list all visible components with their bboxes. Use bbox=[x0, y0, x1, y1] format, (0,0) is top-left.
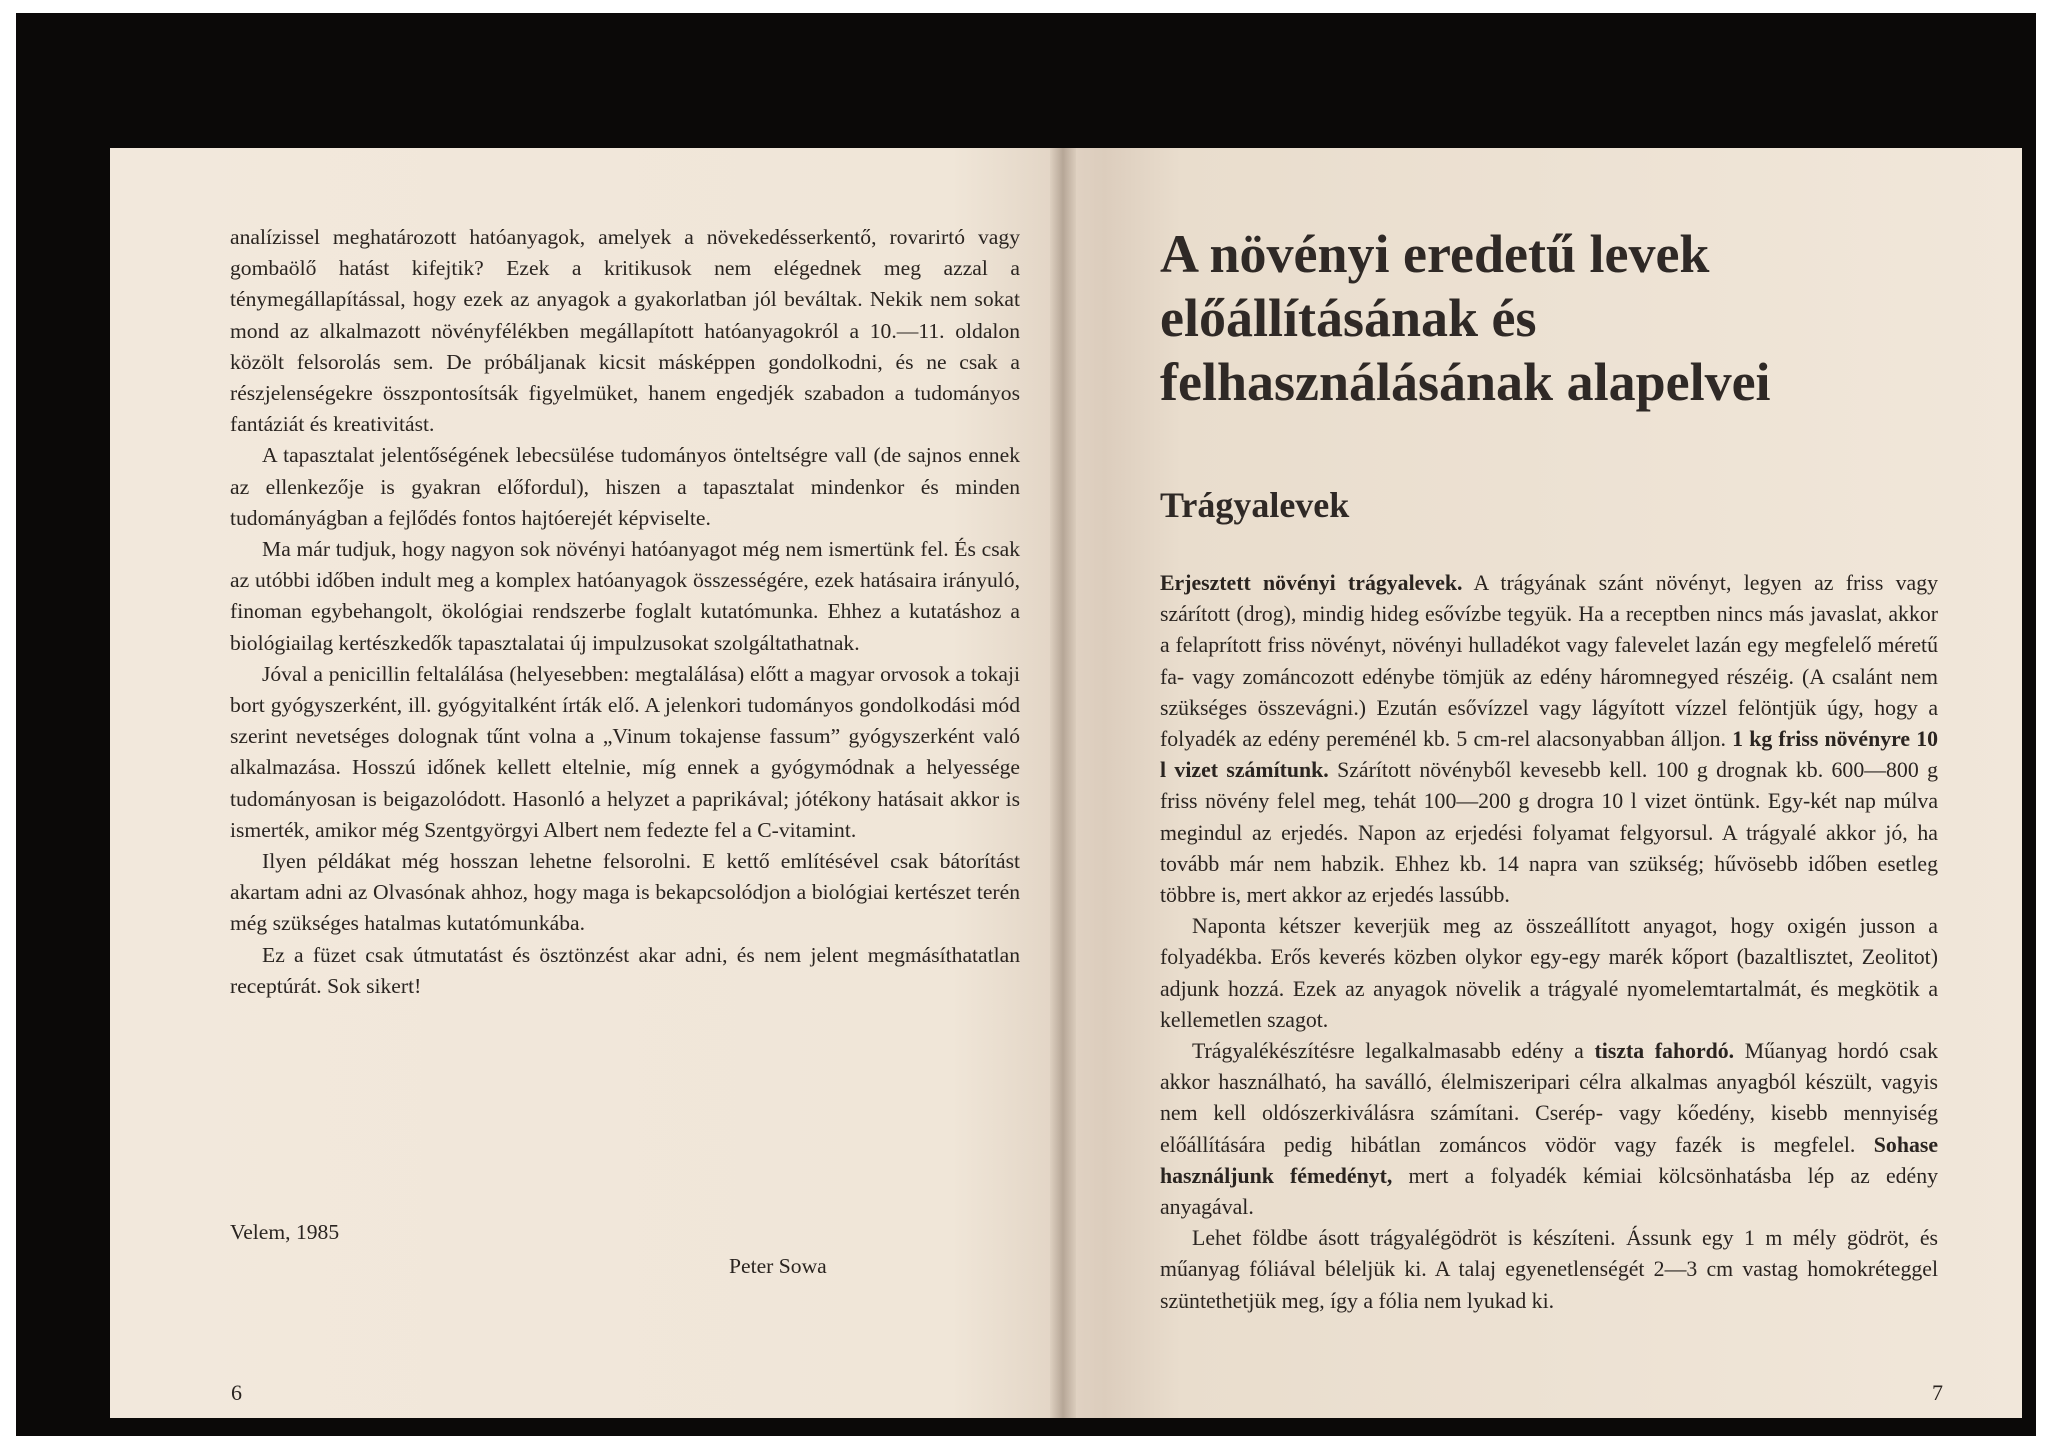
paragraph-text: A trágyának szánt növényt, legyen az friss vagy szárított (drog), mindig hideg esővízbe tegyük. Ha a receptben nincs más javaslat, akkor a felaprított friss növényt, növényi hulladékot vagy falevelet lazán egy megfelelő méretű fa- vagy zománcozott edénybe tömjük az edény háromnegyed részéig. (A csalánt nem szükséges összevágni.) Ezután esővízzel vagy lágyított vízzel felöntjük úgy, hogy a folyadék az edény pereménél kb. 5 cm-rel alacsonyabban álljon. bbox=[1160, 571, 1938, 752]
right-paragraph-2: Naponta kétszer keverjük meg az összeállított anyagot, hogy oxigén jusson a folyadékba. Erős keverés közben olykor egy-egy marék kőport (bazaltlisztet, Zeolitot) adjunk hozzá. Ezek az anyagok növelik a trágyalé nyomelemtartalmát, és megkötik a kellemetlen szagot. bbox=[1160, 914, 1938, 1032]
page-number-right: 7 bbox=[1932, 1380, 1943, 1405]
paragraph-text: mert a folyadék kémiai kölcsönhatásba lép az edény anyagával. bbox=[1160, 1163, 1938, 1220]
right-paragraph-1 bbox=[1160, 568, 1938, 911]
chapter-title: A növényi eredetű levek előállításának és felhasználásának alapelvei bbox=[1160, 224, 1771, 412]
emphasis-text: tiszta fahordó. bbox=[1594, 1039, 1735, 1064]
emphasis-text: Sohase használjunk fémedényt, bbox=[1160, 1132, 1938, 1188]
left-page bbox=[230, 222, 1020, 1002]
paragraph-lead: Erjesztett növényi trágyalevek. bbox=[1160, 571, 1463, 595]
paragraph-text: Trágyalékészítésre legalkalmasabb edény a bbox=[1192, 1039, 1595, 1064]
right-paragraph-3 bbox=[1160, 1036, 1938, 1223]
author-signature: Peter Sowa bbox=[729, 1254, 827, 1278]
paragraph-text: Műanyag hordó csak akkor használható, ha saválló, élelmiszeripari célra alkalmas anyagból készült, vagyis nem kell oldószerkiválásra számítani. Cserép- vagy kőedény, kisebb mennyiség előállítására pedig hibátlan zománcos vödör vagy fazék is megfelel. bbox=[1160, 1039, 1938, 1157]
left-paragraph-5: Ilyen példákat még hosszan lehetne felsorolni. E kettő említésével csak bátorítást akartam adni az Olvasónak ahhoz, hogy maga is bekapcsolódjon a biológiai kertészet terén még szükséges hatalmas kutatómunkába. bbox=[230, 849, 1020, 936]
emphasis-text: 1 kg friss növényre 10 l vizet számítunk. bbox=[1160, 727, 1938, 783]
right-body bbox=[1160, 568, 1938, 1317]
left-paragraph-2: A tapasztalat jelentőségének lebecsülése tudományos önteltségre vall (de sajnos ennek az ellenkezője is gyakran előfordul), hiszen a tapasztalat mindenkor és minden tudományágban a fejlődés fontos hajtóerejét képviselte. bbox=[230, 443, 1020, 530]
book-gutter bbox=[1050, 148, 1076, 1418]
left-paragraph-4: Jóval a penicillin feltalálása (helyesebben: megtalálása) előtt a magyar orvosok a tokaji bort gyógyszerként, ill. gyógyitalként írták elő. A jelenkori tudományos gondolkodási mód szerint nevetséges dolognak tűnt volna a „Vinum tokajense fassum” gyógyszerként való alkalmazása. Hosszú időnek kellett eltelnie, míg ennek a gyógymódnak a helyessége tudományosan is beigazolódott. Hasonló a helyzet a paprikával; jótékony hatásait akkor is ismerték, amikor még Szentgyörgyi Albert nem fedezte fel a C-vitamint. bbox=[230, 661, 1020, 842]
paragraph-text: Szárított növényből kevesebb kell. 100 g drognak kb. 600—800 g friss növény felel meg, tehát 100—200 g drogra 10 l vizet öntünk. Egy-két nap múlva megindul az erjedés. Napon az erjedési folyamat felgyorsul. A trágyalé akkor jó, ha tovább már nem habzik. Ehhez kb. 14 napra van szükség; hűvösebb időben esetleg többre is, mert akkor az erjedés lassúbb. bbox=[1160, 758, 1939, 908]
left-paragraph-6: Ez a füzet csak útmutatást és ösztönzést akar adni, és nem jelent megmásíthatatlan receptúrát. Sok sikert! bbox=[230, 942, 1020, 998]
right-page bbox=[1160, 222, 1938, 1317]
place-date: Velem, 1985 bbox=[230, 1220, 340, 1244]
page-number-left: 6 bbox=[231, 1380, 242, 1405]
section-title: Trágyalevek bbox=[1160, 485, 1350, 525]
right-paragraph-4: Lehet földbe ásott trágyalégödröt is készíteni. Ássunk egy 1 m mély gödröt, és műanyag fóliával béleljük ki. A talaj egyenetlenségét 2—3 cm vastag homokréteggel szüntethetjük meg, így a fólia nem lyukad ki. bbox=[1160, 1226, 1938, 1313]
left-paragraph-1: analízissel meghatározott hatóanyagok, amelyek a növekedésserkentő, rovarirtó vagy gombaölő hatást kifejtik? Ezek a kritikusok nem elégednek meg azzal a ténymegállapítással, hogy ezek az anyagok a gyakorlatban jól beváltak. Nekik nem sokat mond az alkalmazott növényfélékben megállapított hatóanyagokról a 10.—11. oldalon közölt felsorolás sem. De próbáljanak kicsit másképpen gondolkodni, és ne csak a részjelenségekre összpontosítsák figyelmüket, hanem engedjék szabadon a tudományos fantáziát és kreativitást. bbox=[230, 225, 1020, 437]
left-paragraph-3: Ma már tudjuk, hogy nagyon sok növényi hatóanyagot még nem ismertünk fel. És csak az utóbbi időben indult meg a komplex hatóanyagok összességére, ezek hatásaira irányuló, finoman egybehangolt, ökológiai rendszerbe foglalt kutatómunka. Ehhez a kutatáshoz a biológiailag kertészkedők tapasztalatai új impulzusokat szolgáltathatnak. bbox=[230, 537, 1020, 655]
